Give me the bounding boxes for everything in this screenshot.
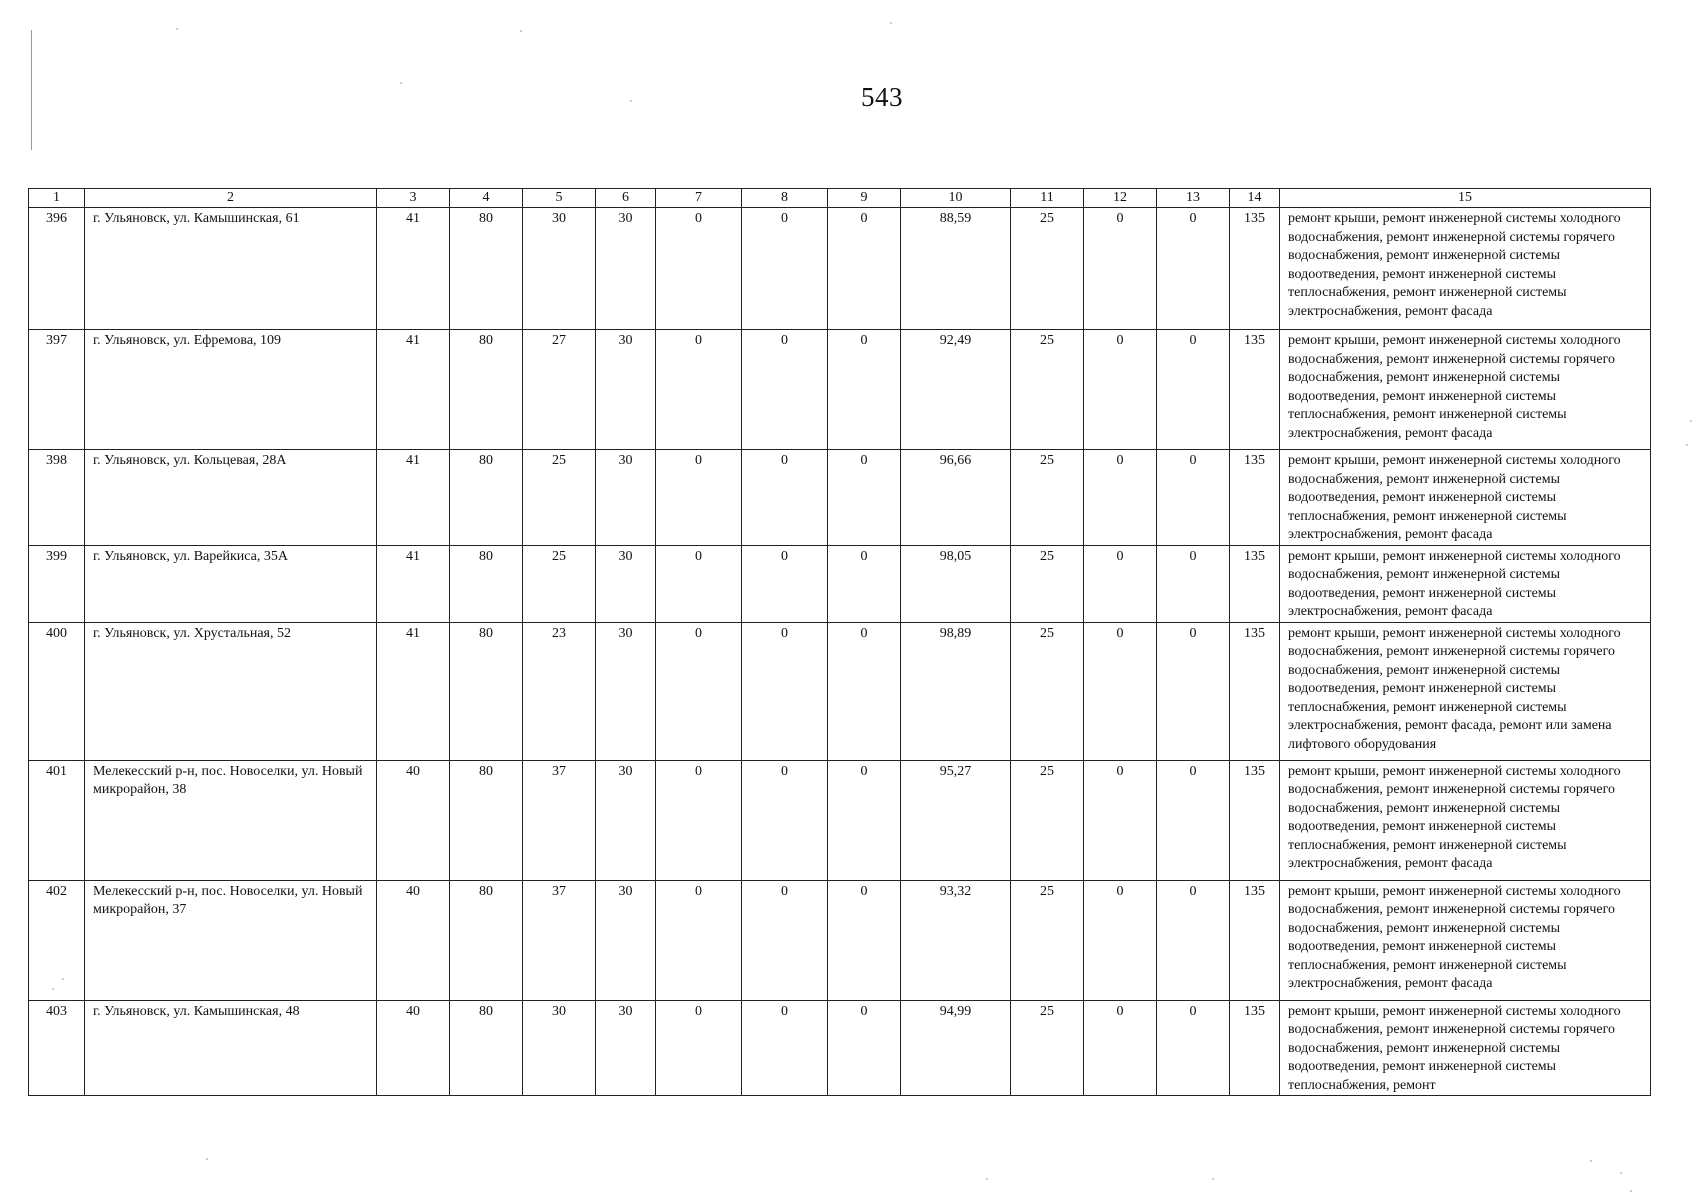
col4-cell: 80 [450, 208, 523, 330]
scan-speck [890, 22, 892, 24]
col14-cell: 135 [1230, 1000, 1280, 1096]
col13-cell: 0 [1157, 760, 1230, 880]
column-header: 1 [29, 189, 85, 208]
col7-cell: 0 [656, 545, 742, 622]
col8-cell: 0 [742, 450, 828, 546]
col13-cell: 0 [1157, 208, 1230, 330]
col11-cell: 25 [1011, 622, 1084, 760]
column-header: 4 [450, 189, 523, 208]
col3-cell: 40 [377, 880, 450, 1000]
column-header: 12 [1084, 189, 1157, 208]
col4-cell: 80 [450, 880, 523, 1000]
column-header: 8 [742, 189, 828, 208]
col11-cell: 25 [1011, 1000, 1084, 1096]
address-cell: г. Ульяновск, ул. Хрустальная, 52 [85, 622, 377, 760]
column-header: 10 [901, 189, 1011, 208]
col3-cell: 40 [377, 1000, 450, 1096]
address-cell: г. Ульяновск, ул. Ефремова, 109 [85, 330, 377, 450]
col3-cell: 40 [377, 760, 450, 880]
col12-cell: 0 [1084, 880, 1157, 1000]
col14-cell: 135 [1230, 450, 1280, 546]
col9-cell: 0 [828, 1000, 901, 1096]
address-cell: Мелекесский р-н, пос. Новоселки, ул. Новый микрорайон, 38 [85, 760, 377, 880]
row-number: 401 [29, 760, 85, 880]
col3-cell: 41 [377, 450, 450, 546]
col9-cell: 0 [828, 330, 901, 450]
scan-speck [1690, 420, 1692, 422]
col6-cell: 30 [596, 1000, 656, 1096]
col7-cell: 0 [656, 760, 742, 880]
col5-cell: 25 [523, 450, 596, 546]
column-header: 15 [1280, 189, 1651, 208]
col13-cell: 0 [1157, 545, 1230, 622]
col5-cell: 30 [523, 208, 596, 330]
column-header: 14 [1230, 189, 1280, 208]
col12-cell: 0 [1084, 622, 1157, 760]
works-cell: ремонт крыши, ремонт инженерной системы холодного водоснабжения, ремонт инженерной системы водоотведения, ремонт инженерной системы электроснабжения, ремонт фасада [1280, 545, 1651, 622]
col14-cell: 135 [1230, 208, 1280, 330]
col12-cell: 0 [1084, 208, 1157, 330]
col4-cell: 80 [450, 760, 523, 880]
col6-cell: 30 [596, 208, 656, 330]
col6-cell: 30 [596, 622, 656, 760]
works-cell: ремонт крыши, ремонт инженерной системы холодного водоснабжения, ремонт инженерной системы водоотведения, ремонт инженерной системы теплоснабжения, ремонт инженерной системы электроснабжения, ремонт фасада [1280, 450, 1651, 546]
column-header: 5 [523, 189, 596, 208]
col4-cell: 80 [450, 330, 523, 450]
col14-cell: 135 [1230, 622, 1280, 760]
table-row [29, 545, 1651, 622]
col13-cell: 0 [1157, 622, 1230, 760]
col9-cell: 0 [828, 760, 901, 880]
col10-cell: 95,27 [901, 760, 1011, 880]
works-cell: ремонт крыши, ремонт инженерной системы холодного водоснабжения, ремонт инженерной системы горячего водоснабжения, ремонт инженерной системы водоотведения, ремонт инженерной системы теплоснабжения, ремонт инженерной системы электроснабжения, ремонт фасада [1280, 330, 1651, 450]
table-row [29, 880, 1651, 1000]
column-header: 11 [1011, 189, 1084, 208]
col14-cell: 135 [1230, 330, 1280, 450]
col7-cell: 0 [656, 880, 742, 1000]
row-number: 396 [29, 208, 85, 330]
col4-cell: 80 [450, 1000, 523, 1096]
scan-speck [176, 28, 178, 30]
works-cell: ремонт крыши, ремонт инженерной системы холодного водоснабжения, ремонт инженерной системы горячего водоснабжения, ремонт инженерной системы водоотведения, ремонт инженерной системы теплоснабжения, ремонт инженерной системы электроснабжения, ремонт фасада [1280, 760, 1651, 880]
address-cell: г. Ульяновск, ул. Варейкиса, 35А [85, 545, 377, 622]
row-number: 403 [29, 1000, 85, 1096]
row-number: 398 [29, 450, 85, 546]
works-cell: ремонт крыши, ремонт инженерной системы холодного водоснабжения, ремонт инженерной системы горячего водоснабжения, ремонт инженерной системы водоотведения, ремонт инженерной системы теплоснабжения, ремонт инженерной системы электроснабжения, ремонт фасада [1280, 208, 1651, 330]
col9-cell: 0 [828, 208, 901, 330]
col10-cell: 96,66 [901, 450, 1011, 546]
column-header: 13 [1157, 189, 1230, 208]
col8-cell: 0 [742, 880, 828, 1000]
scan-speck [1590, 1160, 1592, 1162]
table-row [29, 760, 1651, 880]
scan-speck [1212, 1178, 1214, 1180]
scan-speck [1630, 1190, 1632, 1192]
col9-cell: 0 [828, 622, 901, 760]
table-row [29, 450, 1651, 546]
col9-cell: 0 [828, 880, 901, 1000]
col13-cell: 0 [1157, 880, 1230, 1000]
col8-cell: 0 [742, 545, 828, 622]
row-number: 399 [29, 545, 85, 622]
col7-cell: 0 [656, 450, 742, 546]
table-row [29, 622, 1651, 760]
col11-cell: 25 [1011, 545, 1084, 622]
col14-cell: 135 [1230, 880, 1280, 1000]
col8-cell: 0 [742, 208, 828, 330]
scan-speck [986, 1178, 988, 1180]
col8-cell: 0 [742, 1000, 828, 1096]
col14-cell: 135 [1230, 760, 1280, 880]
col10-cell: 88,59 [901, 208, 1011, 330]
scan-speck [520, 30, 522, 32]
col10-cell: 92,49 [901, 330, 1011, 450]
col4-cell: 80 [450, 545, 523, 622]
works-cell: ремонт крыши, ремонт инженерной системы холодного водоснабжения, ремонт инженерной системы горячего водоснабжения, ремонт инженерной системы водоотведения, ремонт инженерной системы теплоснабжения, ремонт инженерной системы электроснабжения, ремонт фасада [1280, 880, 1651, 1000]
col7-cell: 0 [656, 330, 742, 450]
column-header: 9 [828, 189, 901, 208]
page-number: 543 [861, 82, 903, 112]
scan-speck [52, 988, 54, 990]
col11-cell: 25 [1011, 450, 1084, 546]
col4-cell: 80 [450, 450, 523, 546]
column-header: 6 [596, 189, 656, 208]
col12-cell: 0 [1084, 1000, 1157, 1096]
address-cell: г. Ульяновск, ул. Кольцевая, 28А [85, 450, 377, 546]
col6-cell: 30 [596, 760, 656, 880]
scan-speck [206, 1158, 208, 1160]
works-cell: ремонт крыши, ремонт инженерной системы холодного водоснабжения, ремонт инженерной системы горячего водоснабжения, ремонт инженерной системы водоотведения, ремонт инженерной системы теплоснабжения, ремонт инженерной системы электроснабжения, ремонт фасада, ремонт или замена лифтового оборудования [1280, 622, 1651, 760]
col8-cell: 0 [742, 760, 828, 880]
col6-cell: 30 [596, 880, 656, 1000]
col13-cell: 0 [1157, 330, 1230, 450]
address-cell: г. Ульяновск, ул. Камышинская, 48 [85, 1000, 377, 1096]
scan-speck [1686, 444, 1688, 446]
col6-cell: 30 [596, 330, 656, 450]
row-number: 402 [29, 880, 85, 1000]
col12-cell: 0 [1084, 545, 1157, 622]
col5-cell: 23 [523, 622, 596, 760]
table-body [29, 208, 1651, 1096]
column-header: 3 [377, 189, 450, 208]
works-cell: ремонт крыши, ремонт инженерной системы холодного водоснабжения, ремонт инженерной системы горячего водоснабжения, ремонт инженерной системы водоотведения, ремонт инженерной системы теплоснабжения, ремонт [1280, 1000, 1651, 1096]
col3-cell: 41 [377, 622, 450, 760]
column-number-row [29, 189, 1651, 208]
scan-speck [1620, 1172, 1622, 1174]
address-cell: Мелекесский р-н, пос. Новоселки, ул. Новый микрорайон, 37 [85, 880, 377, 1000]
row-number: 397 [29, 330, 85, 450]
col3-cell: 41 [377, 330, 450, 450]
col9-cell: 0 [828, 545, 901, 622]
col14-cell: 135 [1230, 545, 1280, 622]
col7-cell: 0 [656, 622, 742, 760]
col12-cell: 0 [1084, 330, 1157, 450]
table-row [29, 208, 1651, 330]
col11-cell: 25 [1011, 760, 1084, 880]
col5-cell: 37 [523, 760, 596, 880]
scan-speck [62, 978, 64, 980]
column-header: 7 [656, 189, 742, 208]
col5-cell: 25 [523, 545, 596, 622]
col12-cell: 0 [1084, 760, 1157, 880]
table-row [29, 1000, 1651, 1096]
col6-cell: 30 [596, 450, 656, 546]
row-number: 400 [29, 622, 85, 760]
address-cell: г. Ульяновск, ул. Камышинская, 61 [85, 208, 377, 330]
col10-cell: 98,89 [901, 622, 1011, 760]
col13-cell: 0 [1157, 450, 1230, 546]
col6-cell: 30 [596, 545, 656, 622]
col7-cell: 0 [656, 1000, 742, 1096]
scan-speck [630, 100, 632, 102]
housing-repair-table [28, 188, 1651, 1096]
col5-cell: 27 [523, 330, 596, 450]
column-header: 2 [85, 189, 377, 208]
col10-cell: 93,32 [901, 880, 1011, 1000]
col7-cell: 0 [656, 208, 742, 330]
col3-cell: 41 [377, 545, 450, 622]
col11-cell: 25 [1011, 208, 1084, 330]
table-row [29, 330, 1651, 450]
col11-cell: 25 [1011, 880, 1084, 1000]
col4-cell: 80 [450, 622, 523, 760]
col9-cell: 0 [828, 450, 901, 546]
col13-cell: 0 [1157, 1000, 1230, 1096]
col8-cell: 0 [742, 622, 828, 760]
col12-cell: 0 [1084, 450, 1157, 546]
col11-cell: 25 [1011, 330, 1084, 450]
col8-cell: 0 [742, 330, 828, 450]
col5-cell: 37 [523, 880, 596, 1000]
col10-cell: 94,99 [901, 1000, 1011, 1096]
scan-speck [400, 82, 402, 84]
col3-cell: 41 [377, 208, 450, 330]
col5-cell: 30 [523, 1000, 596, 1096]
col10-cell: 98,05 [901, 545, 1011, 622]
